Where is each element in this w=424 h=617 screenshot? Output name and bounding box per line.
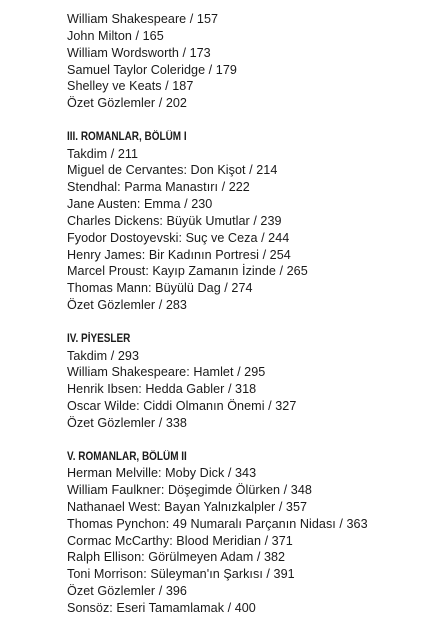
table-of-contents (67, 0, 417, 617)
toc-entry: Özet Gözlemler / 283 (67, 298, 187, 313)
toc-entry: Özet Gözlemler / 338 (67, 415, 187, 430)
toc-entry: Jane Austen: Emma / 230 (67, 197, 213, 212)
toc-entry: Henry James: Bir Kadının Portresi / 254 (67, 247, 291, 262)
section-heading: IV. PİYESLER (67, 332, 131, 345)
toc-entry: Thomas Mann: Büyülü Dag / 274 (67, 281, 253, 296)
toc-entry: Samuel Taylor Coleridge / 179 (67, 62, 237, 77)
toc-entry: Fyodor Dostoyevski: Suç ve Ceza / 244 (67, 230, 290, 245)
toc-entry: Ralph Ellison: Görülmeyen Adam / 382 (67, 550, 286, 565)
toc-entry: Stendhal: Parma Manastırı / 222 (67, 180, 250, 195)
toc-entry: Takdim / 293 (67, 348, 139, 363)
toc-entry: William Wordsworth / 173 (67, 45, 211, 60)
toc-entry: Thomas Pynchon: 49 Numaralı Parçanın Nidası / 363 (67, 516, 368, 531)
toc-entry: Henrik Ibsen: Hedda Gabler / 318 (67, 382, 257, 397)
toc-section-plays (67, 330, 417, 432)
toc-entry: William Shakespeare: Hamlet / 295 (67, 365, 266, 380)
toc-entry: William Faulkner: Döşegimde Ölürken / 348 (67, 483, 312, 498)
section-heading: III. ROMANLAR, BÖLÜM I (67, 130, 187, 144)
toc-entry: Özet Gözlemler / 396 (67, 584, 187, 599)
toc-entry: Özet Gözlemler / 202 (67, 96, 187, 111)
toc-entry: Takdim / 211 (67, 146, 139, 161)
toc-entry: Herman Melville: Moby Dick / 343 (67, 466, 257, 481)
toc-entry: Charles Dickens: Büyük Umutlar / 239 (67, 213, 282, 228)
toc-entry: Marcel Proust: Kayıp Zamanın İzinde / 265 (67, 264, 308, 279)
toc-section-novels-1 (67, 128, 417, 314)
toc-entry: Sonsöz: Eseri Tamamlamak / 400 (67, 600, 256, 615)
toc-section-novels-2 (67, 448, 417, 617)
toc-entry: Toni Morrison: Süleyman'ın Şarkısı / 391 (67, 567, 295, 582)
toc-entry: Shelley ve Keats / 187 (67, 79, 194, 94)
section-heading: V. ROMANLAR, BÖLÜM II (67, 449, 187, 463)
toc-section-poetry-continued (67, 11, 417, 112)
toc-entry: William Shakespeare / 157 (67, 12, 219, 26)
toc-entry: Cormac McCarthy: Blood Meridian / 371 (67, 533, 293, 548)
toc-entry: Oscar Wilde: Ciddi Olmanın Önemi / 327 (67, 399, 297, 414)
toc-entry: John Milton / 165 (67, 28, 164, 43)
toc-entry: Miguel de Cervantes: Don Kişot / 214 (67, 163, 278, 178)
toc-entry: Nathanael West: Bayan Yalnızkalpler / 357 (67, 499, 308, 514)
